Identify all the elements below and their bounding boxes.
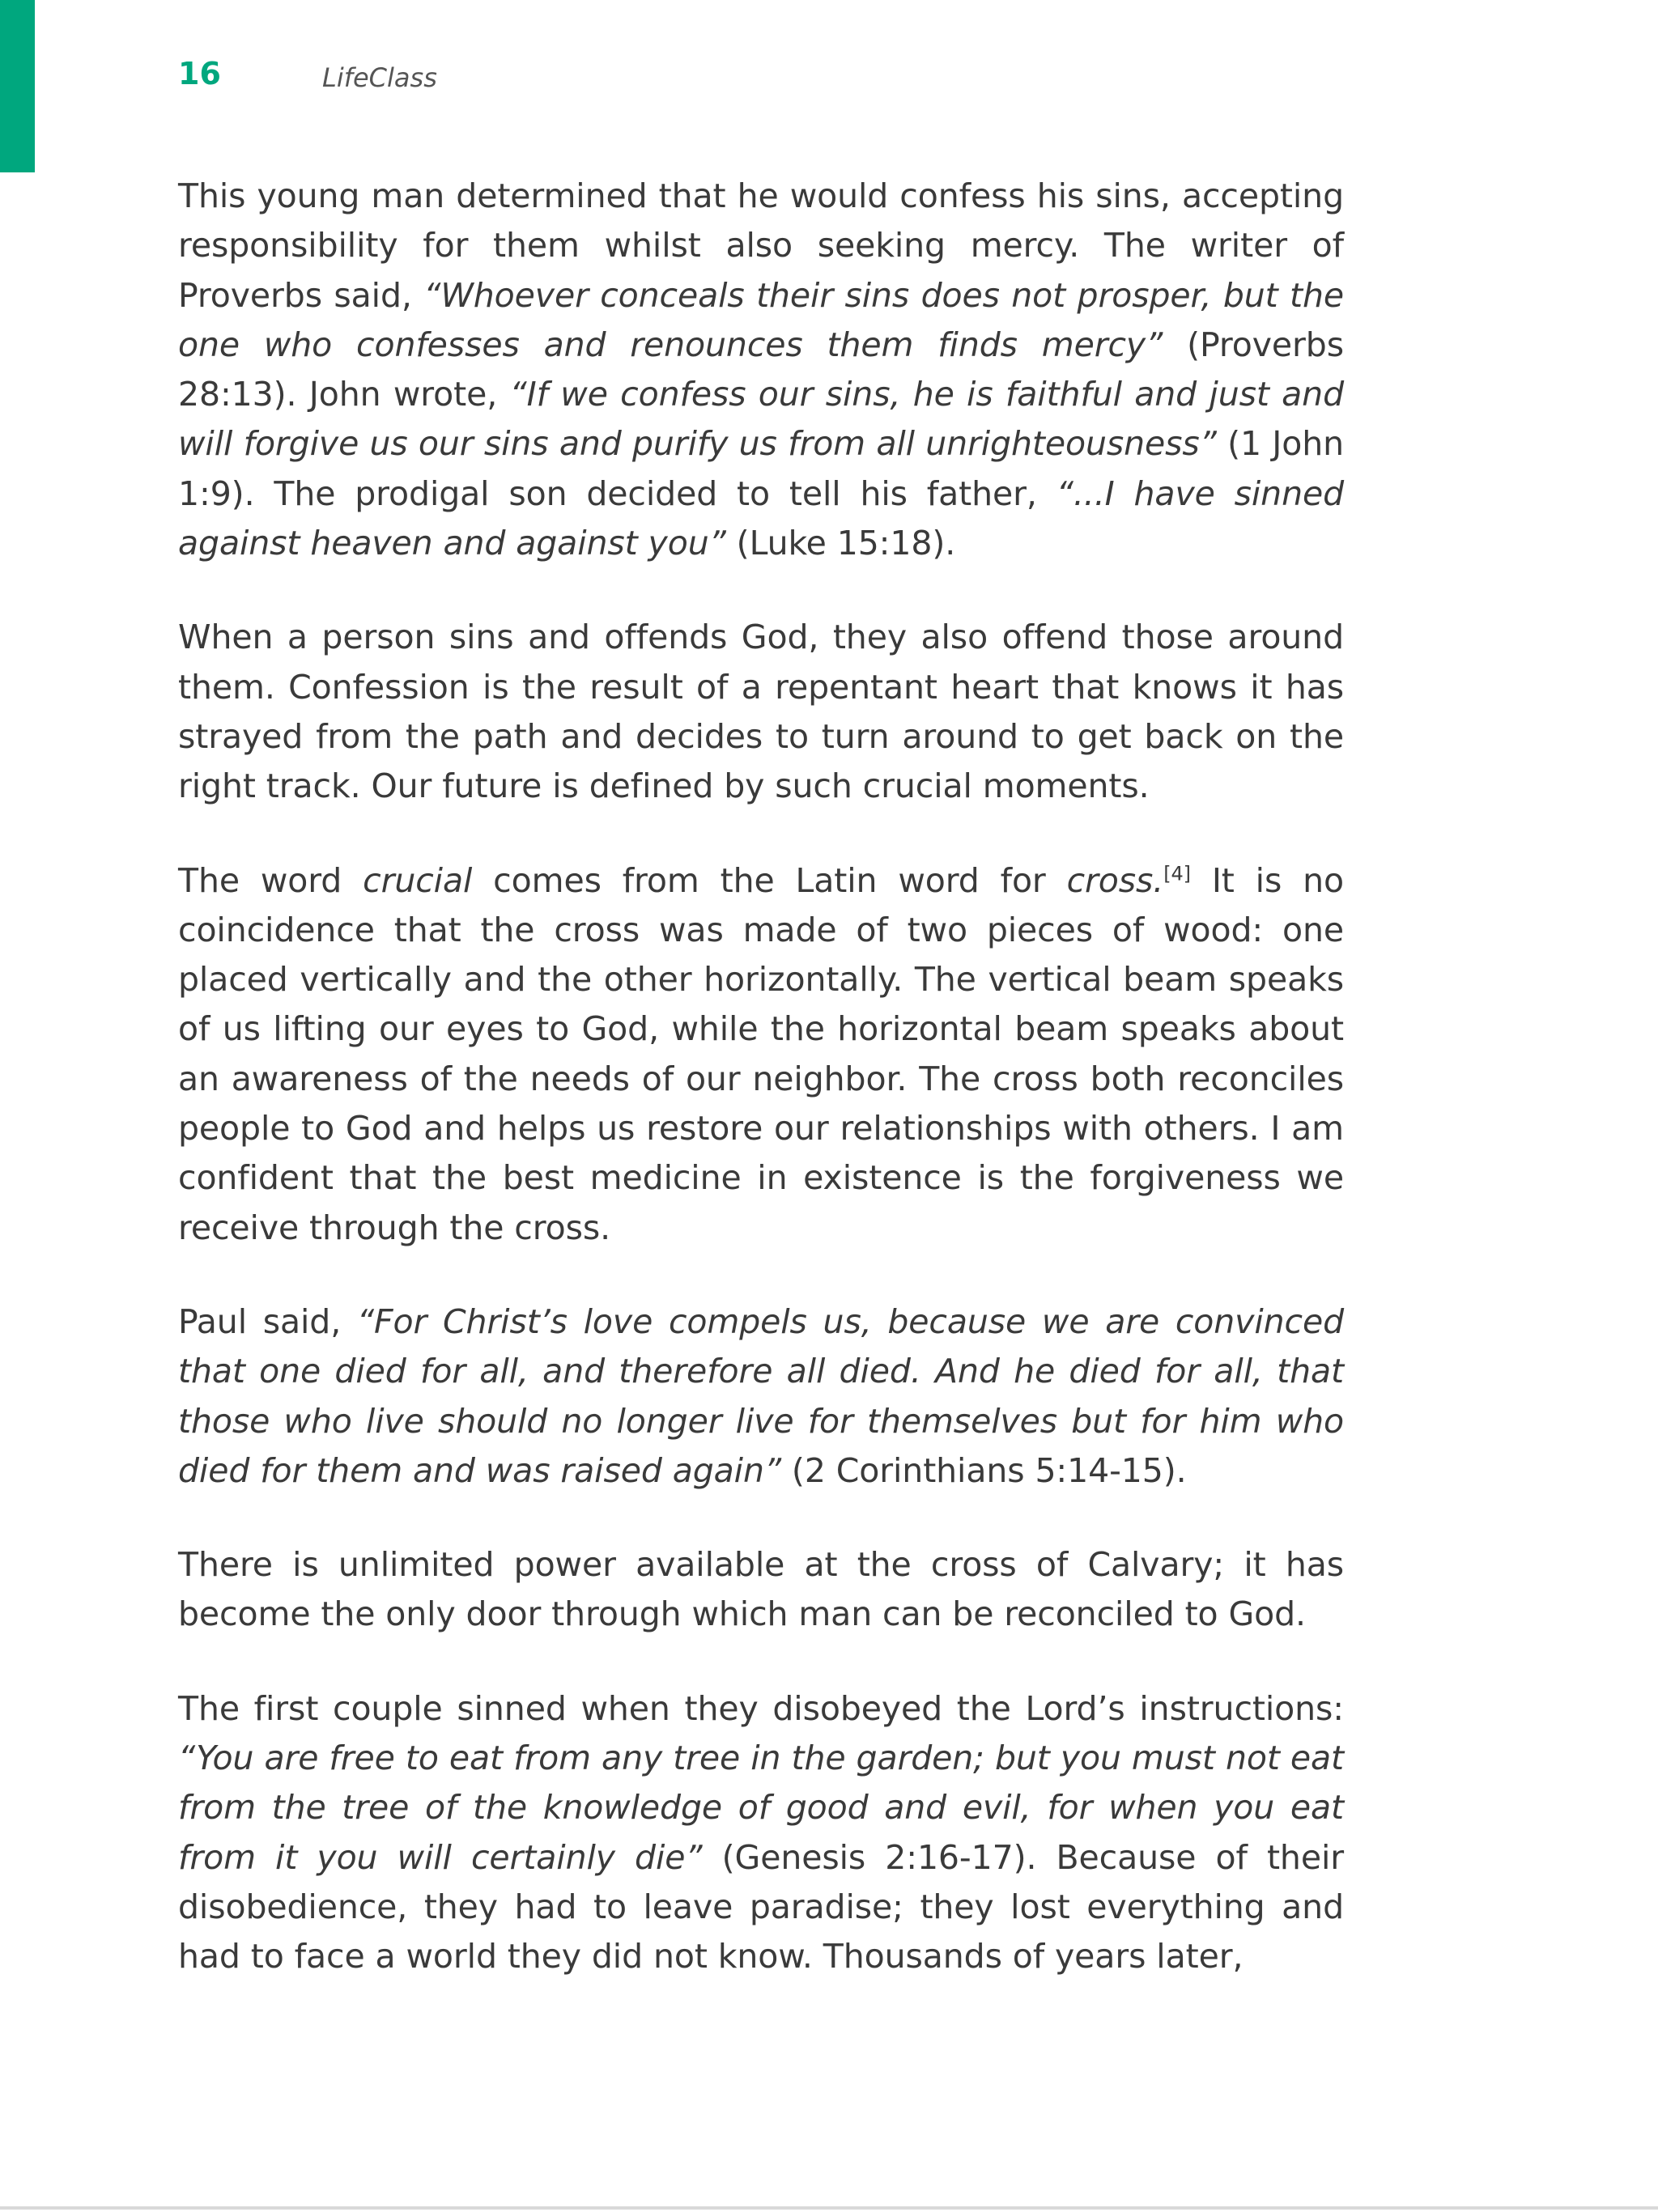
footnote-ref-4[interactable]: [4] bbox=[1163, 861, 1191, 885]
text-run: When a person sins and offends God, they also offend those around them. Confession is the result of a repentant heart that knows it has strayed from the path and decides to turn around to get back on the right track. Our future is defined by such crucial moments. bbox=[178, 618, 1344, 806]
paragraph-first-couple bbox=[178, 1684, 1344, 1982]
quote-2-corinthians: “For Christ’s love compels us, because we are convinced that one died for all, and therefore all died. And he died for all, that those who live should no longer live for themselves but for him who died for them and was raised again” bbox=[178, 1301, 1344, 1490]
text-run: (2 Corinthians 5:14-15). bbox=[781, 1450, 1187, 1490]
text-run: There is unlimited power available at the cross of Calvary; it has become the only door through which man can be reconciled to God. bbox=[178, 1545, 1344, 1634]
paragraph-paul bbox=[178, 1297, 1344, 1496]
italic-word-crucial: crucial bbox=[363, 860, 473, 900]
paragraph-crucial bbox=[178, 856, 1344, 1253]
quote-genesis: “You are free to eat from any tree in the garden; but you must not eat from the tree of the knowledge of good and evil, for when you eat from it you will certainly die” bbox=[178, 1739, 1344, 1877]
green-accent-tab bbox=[0, 0, 35, 172]
quote-1-john: “If we confess our sins, he is faithful and just and will forgive us our sins and purify us from all unrighteousness” bbox=[178, 375, 1344, 464]
paragraph-confession bbox=[178, 172, 1344, 568]
text-run: (Genesis 2:16-17). Because of their disobedience, they had to leave paradise; they lost everything and had to face a world they did not know. Thousands of years later, bbox=[178, 1837, 1344, 1976]
paragraph-offense bbox=[178, 613, 1344, 811]
text-run: comes from the Latin word for bbox=[472, 860, 1067, 900]
text-run: It is no coincidence that the cross was made of two pieces of wood: one placed vertically and the other horizontally. The vertical beam speaks of us lifting our eyes to God, while the horizontal beam speaks about an awareness of the needs of our neighbor. The cross both reconciles people to God and helps us restore our relationships with others. I am confident that the best medicine in existence is the forgiveness we receive through the cross. bbox=[178, 860, 1345, 1247]
quote-luke: “...I have sinned against heaven and against you” bbox=[178, 473, 1345, 563]
italic-word-cross: cross. bbox=[1066, 860, 1164, 900]
text-run: (Proverbs 28:13). John wrote, bbox=[178, 325, 1344, 414]
running-title: LifeClass bbox=[322, 62, 437, 93]
text-run: The first couple sinned when they disobeyed the Lord’s instructions: bbox=[178, 1688, 1344, 1728]
text-run: (Luke 15:18). bbox=[725, 524, 956, 563]
page-number: 16 bbox=[178, 56, 221, 91]
page-bottom-divider bbox=[0, 2206, 1658, 2210]
paragraph-calvary bbox=[178, 1540, 1344, 1640]
text-run: Paul said, bbox=[178, 1301, 357, 1341]
text-run: The word bbox=[178, 860, 363, 900]
text-run: This young man determined that he would confess his sins, accepting responsibility for them whilst also seeking mercy. The writer of Proverbs said, bbox=[178, 176, 1344, 315]
quote-proverbs: “Whoever conceals their sins does not prosper, but the one who confesses and renounces them finds mercy” bbox=[178, 275, 1344, 364]
text-run: (1 John 1:9). The prodigal son decided to tell his father, bbox=[178, 424, 1344, 513]
body-text bbox=[178, 172, 1344, 2027]
